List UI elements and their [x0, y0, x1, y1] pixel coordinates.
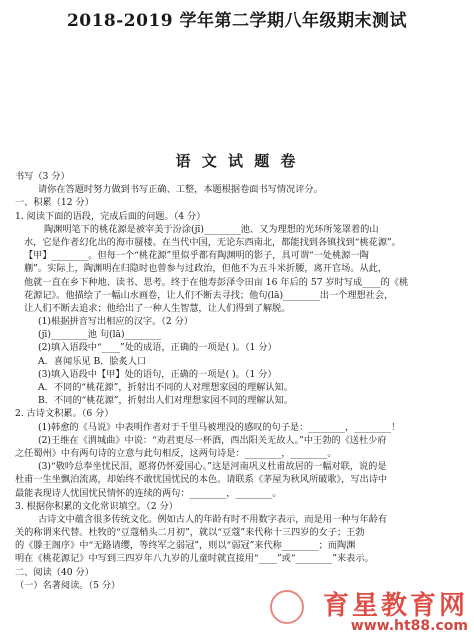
- text-line: 请你在答题时努力做到书写正确、工整，本题根据卷面书写情况评分。: [38, 184, 323, 196]
- text-line: 杜甫一生坐飘泊流离，却始终不敢忧国忧民的本色。请联系《茅屋为秋风所破歌》，写出诗中: [15, 474, 388, 486]
- text-line: 让人们不断去追求；他给出了一种人生智慧，让人们得到了解脱。: [24, 302, 291, 314]
- text-line: 水，它是作者幻化出的海市蜃楼。在当代中国，无论东西南北，都能找到各镇找到“桃花源”。: [24, 236, 401, 248]
- watermark-logo-mark: [270, 590, 304, 624]
- exam-title: 2018-2019 学年第二学期八年级期末测试: [66, 11, 408, 31]
- text-line: 古诗文中蕴含很多传统文化。例如古人的年龄有时不用数字表示，而是用一种与年龄有: [38, 513, 388, 525]
- text-line: (3)“敬吟总奉坐忧民泪，愿将仍怀爱国心。”这是河南巩义杜甫故居的一幅对联，说的是: [38, 461, 387, 473]
- text-line: (1)韩愈的《马说》中表明作者对于千里马被埋没的感叹的句子是：________，________！: [38, 421, 401, 433]
- text-line: (jī)________池 句(lā)________: [38, 329, 162, 341]
- text-line: B．不同的“桃花源”，折射出人们对理想家园不同的理解认知。: [38, 395, 294, 407]
- text-line: 1. 阅读下面的语段，完成后面的问题。（4 分）: [15, 210, 206, 222]
- text-line: 3. 根据你积累的文化常识填空。（2 分）: [15, 500, 178, 512]
- text-line: A．喜闻乐见 B．脍炙人口: [38, 355, 147, 367]
- text-line: 二、阅读（40 分）: [15, 566, 94, 578]
- text-line: 【甲】________。但每一个“桃花源”里似乎都有陶渊明的影子，具可谓“一处桃源一陶: [24, 250, 369, 262]
- text-line: 一、积累（12 分）: [15, 197, 94, 209]
- watermark-logo-text: 育星教育网: [322, 591, 468, 621]
- text-line: 蒯”。实际上，陶渊明在归隐时也曾参与过政治，但他不为五斗米折腰，离开官场。从此，: [24, 263, 388, 275]
- text-line: 书写（3 分）: [15, 171, 70, 182]
- watermark: [323, 593, 468, 634]
- text-line: （一）名著阅读。（5 分）: [15, 579, 121, 591]
- text-line: 之任蜀州》中有两句诗的立意与此句相反，这两句诗是：________，________。: [15, 447, 337, 459]
- text-line: (2)王维在《渭城曲》中说：“劝君更尽一杯酒，西出阳关无故人。”中王勃的《送杜少府: [38, 434, 387, 446]
- text-line: 的《滕王阁序》中“无路请缨，等终军之弱冠”，则以“弱冠”来代称________；而陶渊: [15, 540, 356, 552]
- paper-subtitle: 语 文 试 题 卷: [175, 152, 299, 170]
- text-line: 2. 古诗文积累。（6 分）: [15, 408, 114, 420]
- text-line: 最能表现诗人忧国忧民情怀的连续的两句：________，________。: [15, 487, 282, 499]
- text-line: 关的称谓来代替。杜牧的“豆蔻梢头二月初”，就以“豆蔻”来代称十三四岁的女子；王勃: [15, 527, 365, 539]
- text-line: A．不同的“桃花源”，折射出不同的人对理想家园的理解认知。: [38, 382, 293, 393]
- text-line: (3)填入语段中【甲】处的语句，正确的一项是( )。（1 分）: [38, 368, 277, 380]
- text-line: 花源记》。他描绘了一幅山水画卷，让人们不断去寻找；他句(lā)________出一个理想社会，: [24, 289, 394, 301]
- text-line: 他就一直在乡下种地、读书、思考。终于在他寿彭泽令田亩 16 年后的 57 岁时写成____的《桃: [24, 276, 409, 288]
- text-line: 明在《桃花源记》中写到三四岁年八九岁的儿童时就直接用“____”或“________”来表示。: [15, 553, 374, 565]
- exam-body: [0, 170, 474, 592]
- text-line: (1)根据拼音写出相应的汉字。（2 分）: [38, 316, 193, 328]
- watermark-url: www.ht88.com: [350, 618, 468, 634]
- text-line: (2)填入语段中“____”处的成语，正确的一项是( )。（1 分）: [38, 342, 277, 354]
- text-line: 陶渊明笔下的桃花源是被宰美于汾涂(jī)________池、又为理想的光环所笼罩着的山: [44, 223, 379, 235]
